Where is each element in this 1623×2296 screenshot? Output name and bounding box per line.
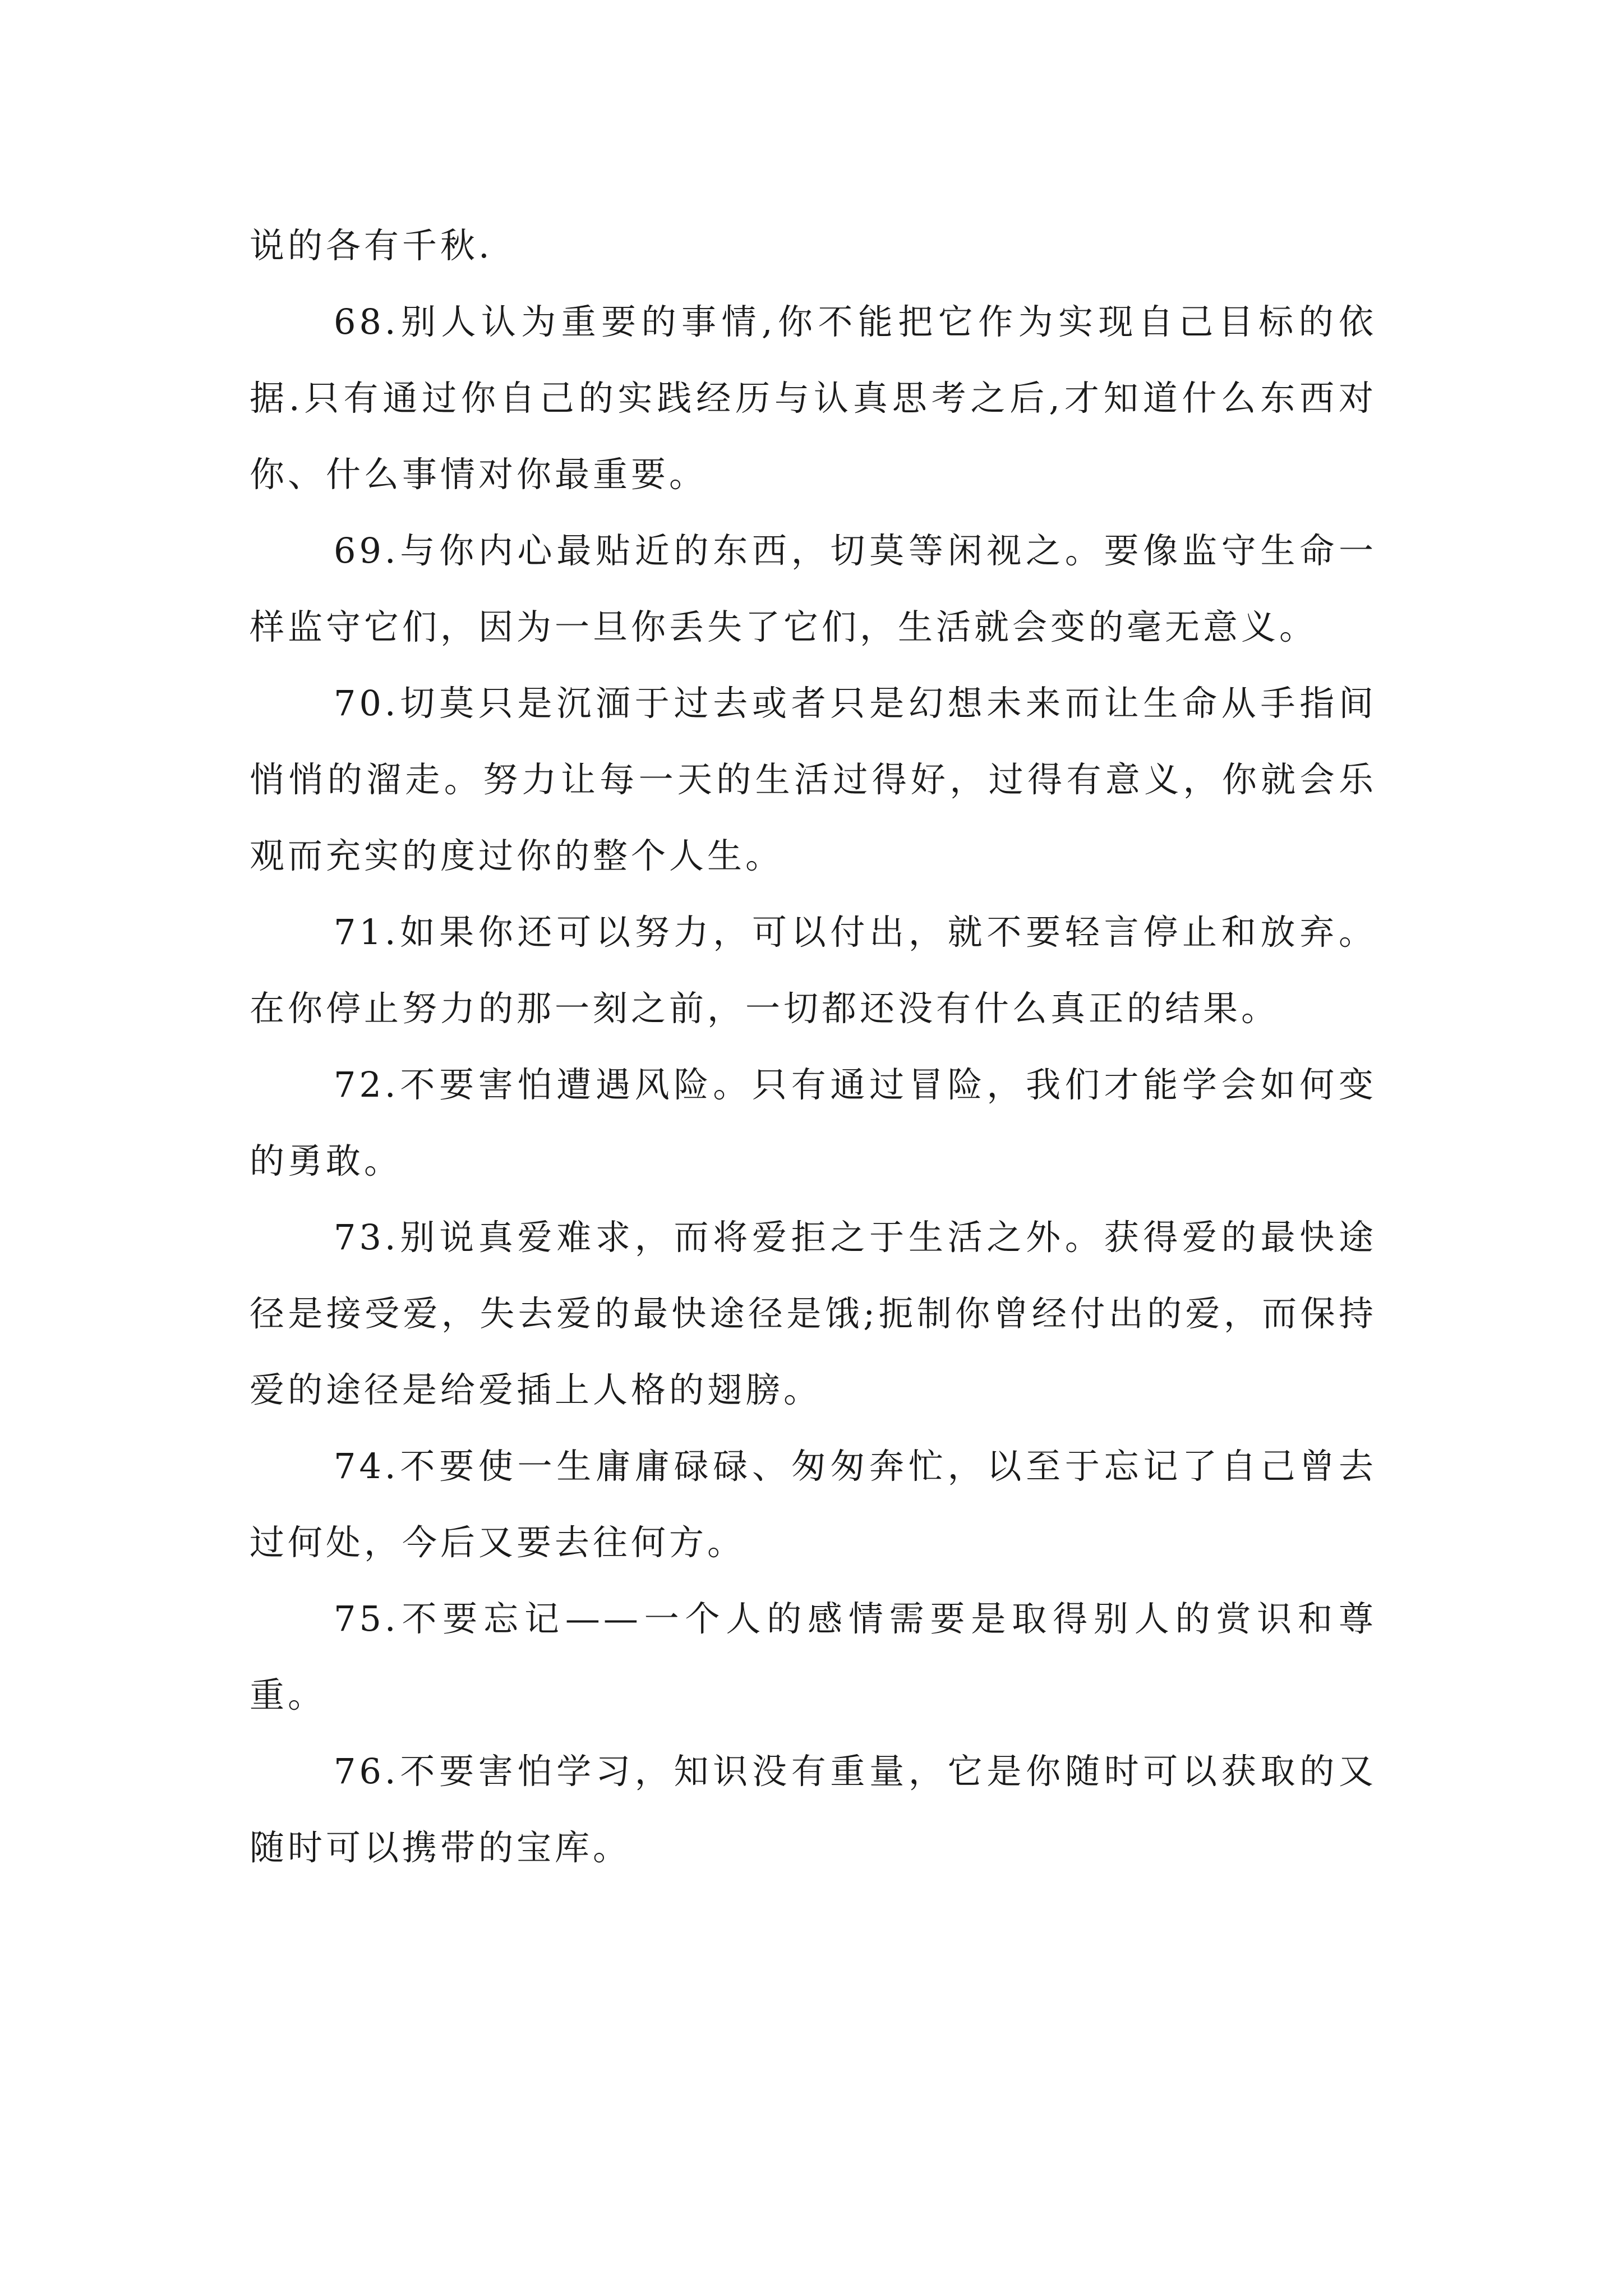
paragraph-item-73: 73.别说真爱难求，而将爱拒之于生活之外。获得爱的最快途径是接受爱，失去爱的最快途径是饿;扼制你曾经付出的爱，而保持爱的途径是给爱插上人格的翅膀。 [250, 1217, 1377, 1410]
paragraph-item-68: 68.别人认为重要的事情,你不能把它作为实现自己目标的依据.只有通过你自己的实践经历与认真思考之后,才知道什么东西对你、什么事情对你最重要。 [250, 301, 1377, 495]
paragraph-continuation: 说的各有千秋. [250, 225, 493, 266]
paragraph-item-74: 74.不要使一生庸庸碌碌、匆匆奔忙，以至于忘记了自己曾去过何处，今后又要去往何方。 [250, 1446, 1377, 1563]
paragraph-item-69: 69.与你内心最贴近的东西，切莫等闲视之。要像监守生命一样监守它们，因为一旦你丢失了它们，生活就会变的毫无意义。 [250, 530, 1377, 647]
paragraph-item-76: 76.不要害怕学习，知识没有重量，它是你随时可以获取的又随时可以携带的宝库。 [250, 1751, 1377, 1868]
document-page [250, 208, 1377, 1886]
paragraph-item-72: 72.不要害怕遭遇风险。只有通过冒险，我们才能学会如何变的勇敢。 [250, 1064, 1377, 1181]
paragraph-item-71: 71.如果你还可以努力，可以付出，就不要轻言停止和放弃。在你停止努力的那一刻之前，一切都还没有什么真正的结果。 [250, 912, 1377, 1029]
paragraph-item-75: 75.不要忘记——一个人的感情需要是取得别人的赏识和尊重。 [250, 1598, 1377, 1715]
paragraph-item-70: 70.切莫只是沉湎于过去或者只是幻想未来而让生命从手指间悄悄的溜走。努力让每一天的生活过得好，过得有意义，你就会乐观而充实的度过你的整个人生。 [250, 683, 1377, 876]
